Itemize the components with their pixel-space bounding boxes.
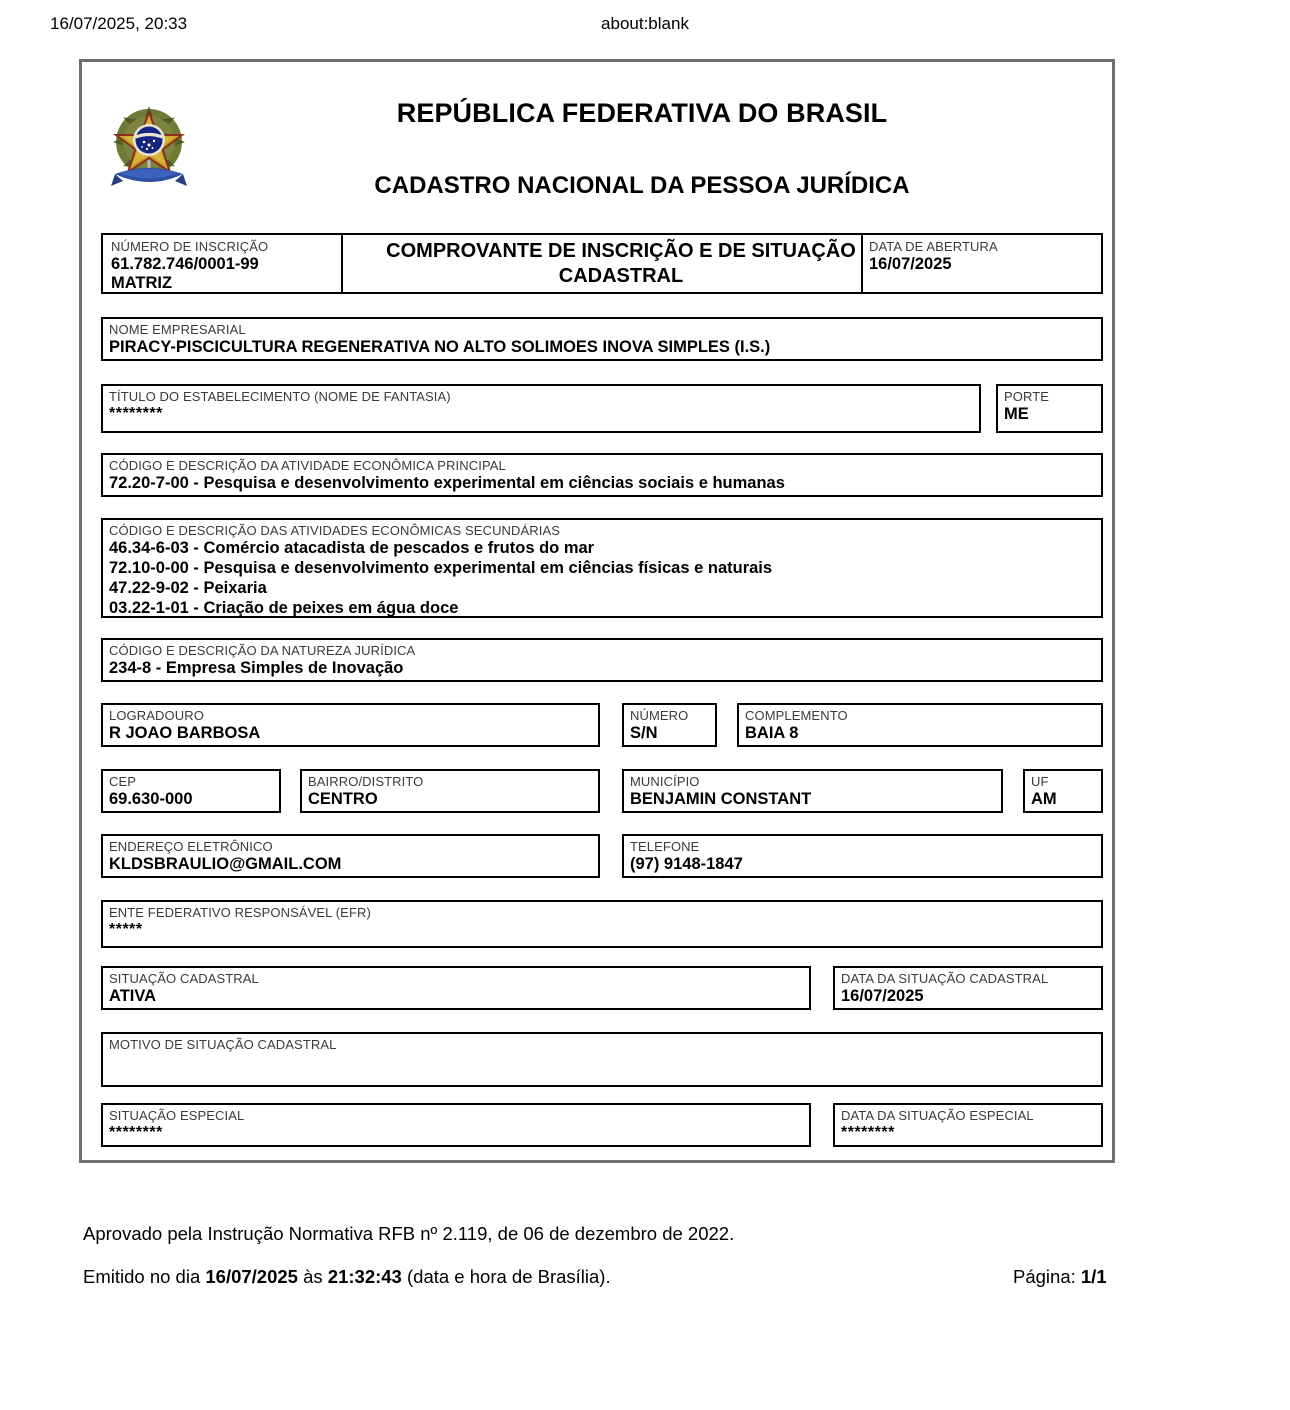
status-reason-field xyxy=(101,1032,1103,1087)
opening-date-label: DATA DE ABERTURA xyxy=(869,239,998,254)
trade-name-value: ******** xyxy=(109,405,163,422)
issue-middle: às xyxy=(297,1266,328,1287)
inscription-number-value: 61.782.746/0001-99 xyxy=(111,255,259,273)
issue-time: 21:32:43 xyxy=(327,1266,402,1287)
porte-label: PORTE xyxy=(1004,389,1050,404)
print-url: about:blank xyxy=(601,14,689,33)
page-value: 1/1 xyxy=(1080,1266,1107,1287)
registration-status-value: ATIVA xyxy=(109,987,157,1005)
city-field xyxy=(622,769,1003,813)
company-name-value: PIRACY-PISCICULTURA REGENERATIVA NO ALTO SOLIMOES INOVA SIMPLES (I.S.) xyxy=(109,338,771,356)
email-value: KLDSBRAULIO@GMAIL.COM xyxy=(109,855,342,873)
secondary-activities-field xyxy=(101,518,1103,618)
efr-value: ***** xyxy=(109,921,143,938)
district-value: CENTRO xyxy=(308,790,378,808)
inscription-number-label: NÚMERO DE INSCRIÇÃO xyxy=(111,239,269,254)
registration-status-date-value: 16/07/2025 xyxy=(841,987,924,1005)
complement-value: BAIA 8 xyxy=(745,724,799,742)
city-label: MUNICÍPIO xyxy=(630,774,700,789)
certificate-title: COMPROVANTE DE INSCRIÇÃO E DE SITUAÇÃO CADASTRAL xyxy=(386,240,856,287)
efr-label: ENTE FEDERATIVO RESPONSÁVEL (EFR) xyxy=(109,905,371,920)
company-name-field xyxy=(101,317,1103,361)
registration-status-date-label: DATA DA SITUAÇÃO CADASTRAL xyxy=(841,971,1049,986)
email-label: ENDEREÇO ELETRÔNICO xyxy=(109,839,273,854)
phone-value: (97) 9148-1847 xyxy=(630,855,743,873)
special-status-date-label: DATA DA SITUAÇÃO ESPECIAL xyxy=(841,1108,1034,1123)
phone-field xyxy=(622,834,1103,878)
secondary-activity-item: 72.10-0-00 - Pesquisa e desenvolvimento experimental em ciências físicas e naturais xyxy=(109,559,773,577)
complement-field xyxy=(737,703,1103,747)
opening-date-value: 16/07/2025 xyxy=(869,255,952,273)
page-title: REPÚBLICA FEDERATIVA DO BRASIL xyxy=(396,98,888,128)
porte-value: ME xyxy=(1004,405,1029,423)
secondary-activity-item: 03.22-1-01 - Criação de peixes em água doce xyxy=(109,599,459,617)
special-status-date-field xyxy=(833,1103,1103,1147)
registration-status-label: SITUAÇÃO CADASTRAL xyxy=(109,971,259,986)
company-name-label: NOME EMPRESARIAL xyxy=(109,322,246,337)
issue-prefix: Emitido no dia xyxy=(83,1266,206,1287)
number-field xyxy=(622,703,717,747)
issue-note xyxy=(83,1266,611,1288)
secondary-activity-item: 46.34-6-03 - Comércio atacadista de pescados e frutos do mar xyxy=(109,539,595,557)
state-value: AM xyxy=(1031,790,1057,808)
street-field xyxy=(101,703,600,747)
porte-field xyxy=(996,384,1103,433)
special-status-date-value: ******** xyxy=(841,1124,895,1141)
status-reason-label: MOTIVO DE SITUAÇÃO CADASTRAL xyxy=(109,1037,337,1052)
phone-label: TELEFONE xyxy=(630,839,700,854)
brazil-coat-of-arms-icon xyxy=(109,102,189,198)
page-indicator xyxy=(1013,1266,1107,1288)
issue-date: 16/07/2025 xyxy=(205,1266,298,1287)
email-field xyxy=(101,834,600,878)
cep-value: 69.630-000 xyxy=(109,790,193,808)
trade-name-field xyxy=(101,384,981,433)
approval-note: Aprovado pela Instrução Normativa RFB nº 2.119, de 06 de dezembro de 2022. xyxy=(83,1223,735,1244)
special-status-label: SITUAÇÃO ESPECIAL xyxy=(109,1108,245,1123)
cep-label: CEP xyxy=(109,774,137,789)
registration-status-field xyxy=(101,966,811,1010)
print-timestamp: 16/07/2025, 20:33 xyxy=(50,14,188,33)
street-label: LOGRADOURO xyxy=(109,708,204,723)
number-label: NÚMERO xyxy=(630,708,689,723)
legal-nature-value: 234-8 - Empresa Simples de Inovação xyxy=(109,659,404,677)
secondary-activities-label: CÓDIGO E DESCRIÇÃO DAS ATIVIDADES ECONÔMICAS SECUNDÁRIAS xyxy=(109,523,561,538)
page-subtitle: CADASTRO NACIONAL DA PESSOA JURÍDICA xyxy=(374,172,910,199)
browser-print-header xyxy=(0,14,1290,38)
page-label: Página: xyxy=(1013,1266,1081,1287)
registration-status-date-field xyxy=(833,966,1103,1010)
certificate-header-row xyxy=(101,233,1103,294)
inscription-type-value: MATRIZ xyxy=(111,274,173,292)
issue-suffix: (data e hora de Brasília). xyxy=(401,1266,611,1287)
trade-name-label: TÍTULO DO ESTABELECIMENTO (NOME DE FANTASIA) xyxy=(109,389,451,404)
cnpj-certificate-document xyxy=(79,59,1115,1163)
state-field xyxy=(1023,769,1103,813)
street-value: R JOAO BARBOSA xyxy=(109,724,261,742)
secondary-activity-item: 47.22-9-02 - Peixaria xyxy=(109,579,267,597)
complement-label: COMPLEMENTO xyxy=(745,708,848,723)
district-label: BAIRRO/DISTRITO xyxy=(308,774,424,789)
main-activity-field xyxy=(101,453,1103,497)
main-activity-value: 72.20-7-00 - Pesquisa e desenvolvimento experimental em ciências sociais e humanas xyxy=(109,474,785,492)
main-activity-label: CÓDIGO E DESCRIÇÃO DA ATIVIDADE ECONÔMICA PRINCIPAL xyxy=(109,458,506,473)
efr-field xyxy=(101,900,1103,948)
document-inner xyxy=(82,62,1112,1160)
legal-nature-label: CÓDIGO E DESCRIÇÃO DA NATUREZA JURÍDICA xyxy=(109,643,416,658)
cep-field xyxy=(101,769,281,813)
state-label: UF xyxy=(1031,774,1049,789)
special-status-value: ******** xyxy=(109,1124,163,1141)
city-value: BENJAMIN CONSTANT xyxy=(630,790,812,808)
district-field xyxy=(300,769,600,813)
number-value: S/N xyxy=(630,724,658,742)
row-divider-left xyxy=(341,235,343,292)
legal-nature-field xyxy=(101,638,1103,682)
special-status-field xyxy=(101,1103,811,1147)
